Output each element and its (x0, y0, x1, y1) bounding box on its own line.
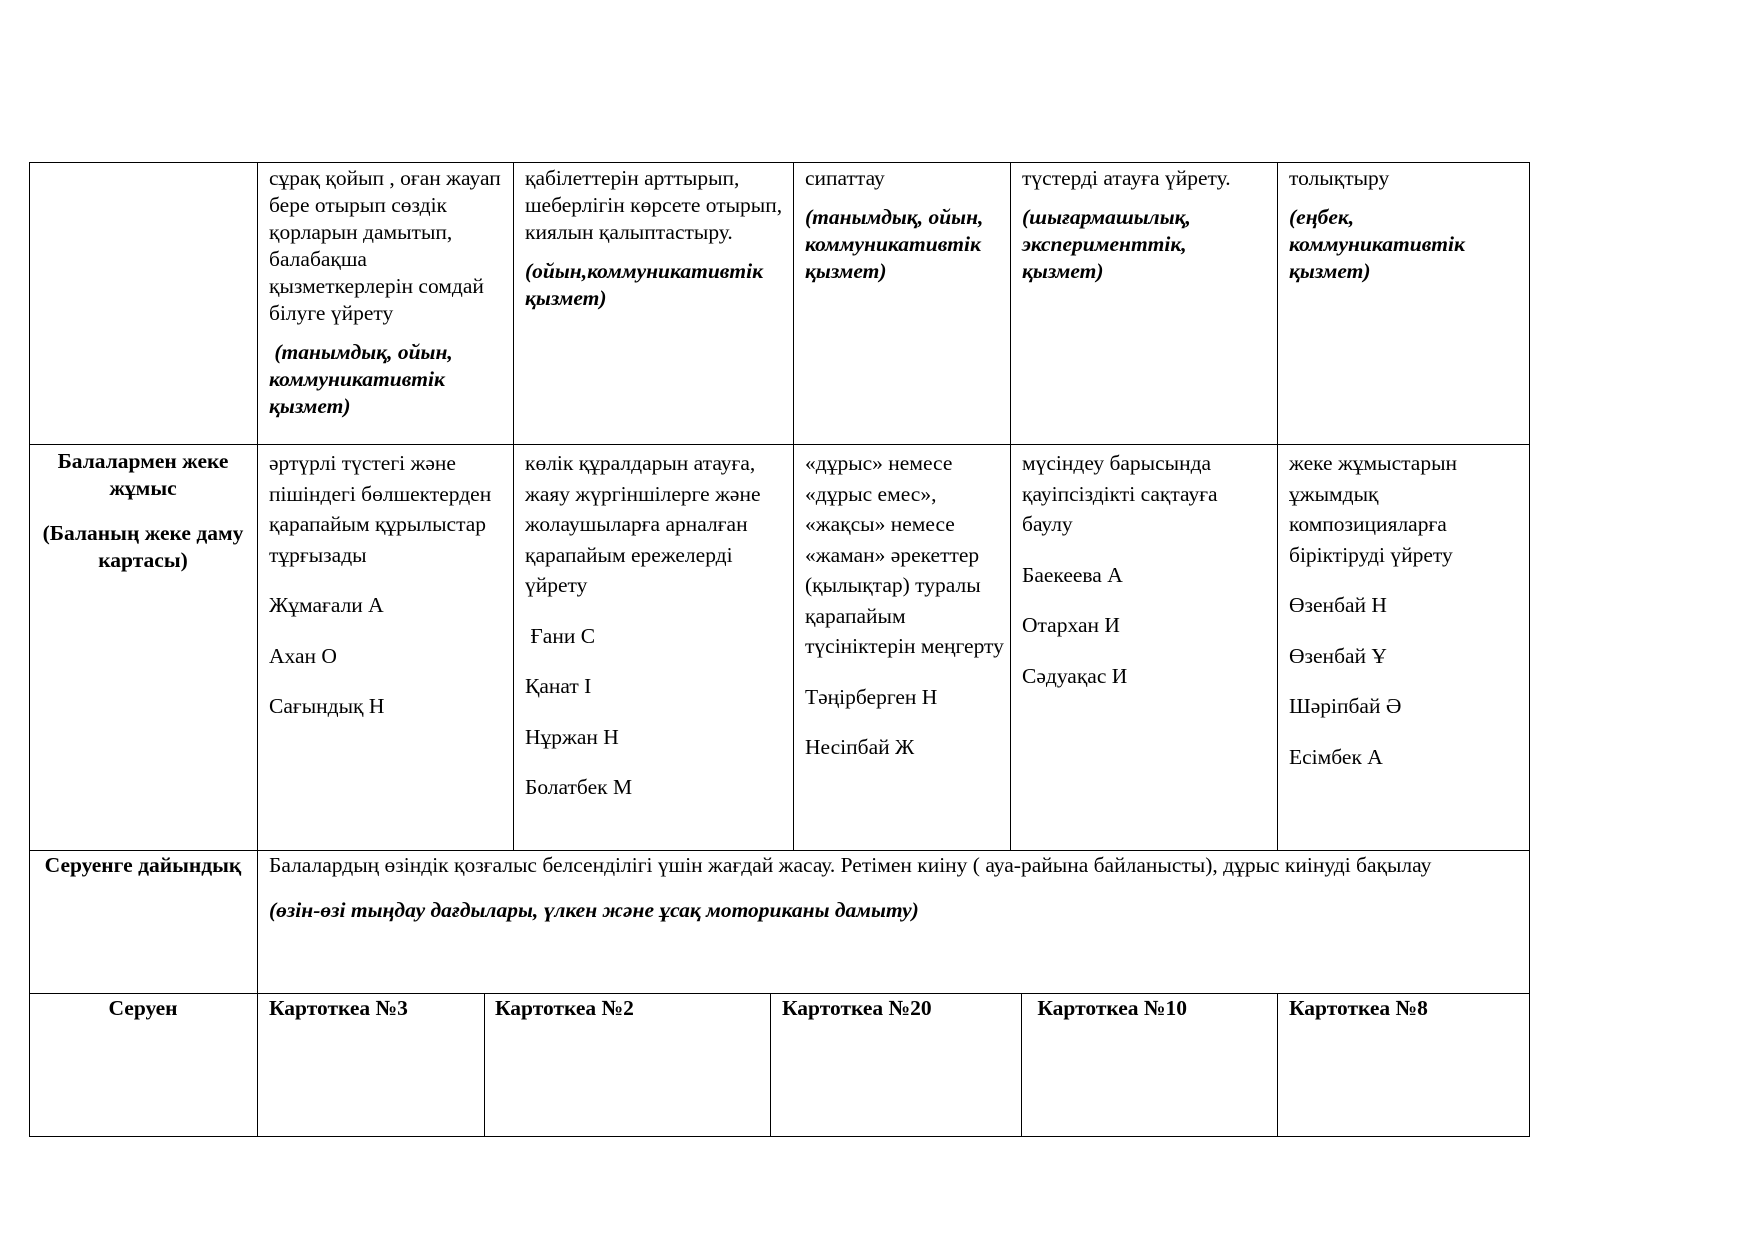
row2-cell-4-text: мүсіндеу барысында қауіпсіздікті сақтауға баулу (1022, 451, 1218, 536)
row2-cell-5 (1289, 448, 1525, 792)
row1-cell-1 (269, 165, 505, 432)
row2-cell-3-text: «дұрыс» немесе «дұрыс емес», «жақсы» немесе «жаман» әрекеттер (қылықтар) туралы қарапайым түсініктерін меңгерту (805, 451, 1004, 658)
row1-cell-3 (805, 165, 1005, 297)
row4-label-title: Серуен (108, 996, 178, 1020)
row3-activity: (өзін-өзі тыңдау дағдылары, үлкен және ұсақ моториканы дамыту) (269, 898, 919, 922)
card-ref-2: Картоткеа №2 (495, 996, 634, 1020)
row1-cell-4 (1022, 165, 1272, 297)
row3-label-title: Серуенге дайындық (44, 853, 242, 877)
child-name: Сағындық Н (269, 694, 385, 718)
child-name: Өзенбай Ұ (1289, 643, 1387, 668)
row3-text: Балалардың өзіндік қозғалыс белсенділігі үшін жағдай жасау. Ретімен киіну ( ауа-райына байланысты), дұрыс киінуді бақылау (269, 853, 1432, 877)
row2-cell-3-names (805, 682, 1005, 763)
row2-cell-3 (805, 448, 1005, 783)
col-divider (257, 162, 258, 1137)
col-divider (513, 162, 514, 850)
col-divider (1277, 162, 1278, 850)
child-name: Отархан И (1022, 613, 1120, 637)
child-name: Өзенбай Н (1289, 593, 1387, 617)
col-divider (770, 993, 771, 1137)
row1-cell-4-text: түстерді атауға үйрету. (1022, 166, 1231, 190)
col-divider (1021, 993, 1022, 1137)
child-name: Тәңірберген Н (805, 684, 938, 709)
row2-cell-4-names (1022, 560, 1272, 692)
row2-cell-4 (1022, 448, 1272, 711)
row2-cell-1-names (269, 590, 505, 722)
row2-cell-2 (525, 448, 787, 823)
row2-label-subtitle: (Баланың жеке даму картасы) (42, 521, 244, 572)
row2-cell-2-names (525, 621, 787, 803)
row1-cell-2 (525, 165, 787, 324)
row1-cell-3-text: сипаттау (805, 166, 885, 190)
row1-cell-5-activity: (еңбек, коммуникативтік қызмет) (1289, 205, 1465, 283)
row2-label-title: Балалармен жеке жұмыс (57, 449, 229, 500)
row-divider (29, 444, 1530, 445)
card-ref-3: Картоткеа №20 (782, 996, 932, 1020)
col-divider (1277, 993, 1278, 1137)
row1-cell-1-text: сұрақ қойып , оған жауап бере отырып сөздік қорларын дамытып, балабақша қызметкерлерін сомдай білуге үйрету (269, 166, 501, 325)
row1-cell-5 (1289, 165, 1525, 297)
card-ref-4: Картоткеа №10 (1032, 996, 1188, 1020)
row2-cell-1 (269, 448, 505, 742)
row-divider (29, 850, 1530, 851)
child-name: Шәріпбай Ә (1289, 694, 1402, 718)
card-ref-1: Картоткеа №3 (269, 996, 408, 1020)
child-name: Баекеева А (1022, 562, 1123, 587)
row2-cell-1-text: әртүрлі түстегі және пішіндегі бөлшектерден қарапайым құрылыстар тұрғызады (269, 451, 492, 567)
child-name: Несіпбай Ж (805, 735, 915, 759)
card-ref-5: Картоткеа №8 (1289, 996, 1428, 1020)
child-name: Сәдуақас И (1022, 663, 1128, 688)
child-name: Ахан О (269, 643, 337, 668)
row1-cell-1-activity: (танымдық, ойын, коммуникативтік қызмет) (269, 340, 459, 418)
row2-label (40, 448, 246, 586)
col-divider (1010, 162, 1011, 850)
row2-cell-5-text: жеке жұмыстарын ұжымдық композицияларға біріктіруді үйрету (1289, 451, 1458, 567)
row3-content (269, 852, 1527, 936)
row2-cell-5-names (1289, 590, 1525, 772)
child-name: Жұмағали А (269, 593, 384, 617)
row2-cell-2-text: көлік құралдарын атауға, жаяу жүргіншілерге және жолаушыларға арналған қарапайым ережелерді үйрету (525, 451, 761, 597)
row4-label (40, 995, 246, 1034)
row1-cell-5-text: толықтыру (1289, 166, 1390, 190)
col-divider (484, 993, 485, 1137)
row1-cell-3-activity: (танымдық, ойын, коммуникативтік қызмет) (805, 205, 984, 283)
row-divider (29, 993, 1530, 994)
row1-cell-4-activity: (шығармашылық, эксперименттік, қызмет) (1022, 205, 1191, 283)
child-name: Ғани С (525, 623, 596, 648)
child-name: Болатбек М (525, 775, 633, 799)
row1-cell-2-activity: (ойын,коммуникативтік қызмет) (525, 259, 763, 310)
child-name: Есімбек А (1289, 744, 1383, 769)
child-name: Қанат І (525, 674, 592, 698)
col-divider (793, 162, 794, 850)
child-name: Нұржан Н (525, 724, 619, 749)
row3-label (40, 852, 246, 891)
row1-cell-2-text: қабілеттерін арттырып, шеберлігін көрсете отырып, киялын қалыптастыру. (525, 166, 783, 244)
